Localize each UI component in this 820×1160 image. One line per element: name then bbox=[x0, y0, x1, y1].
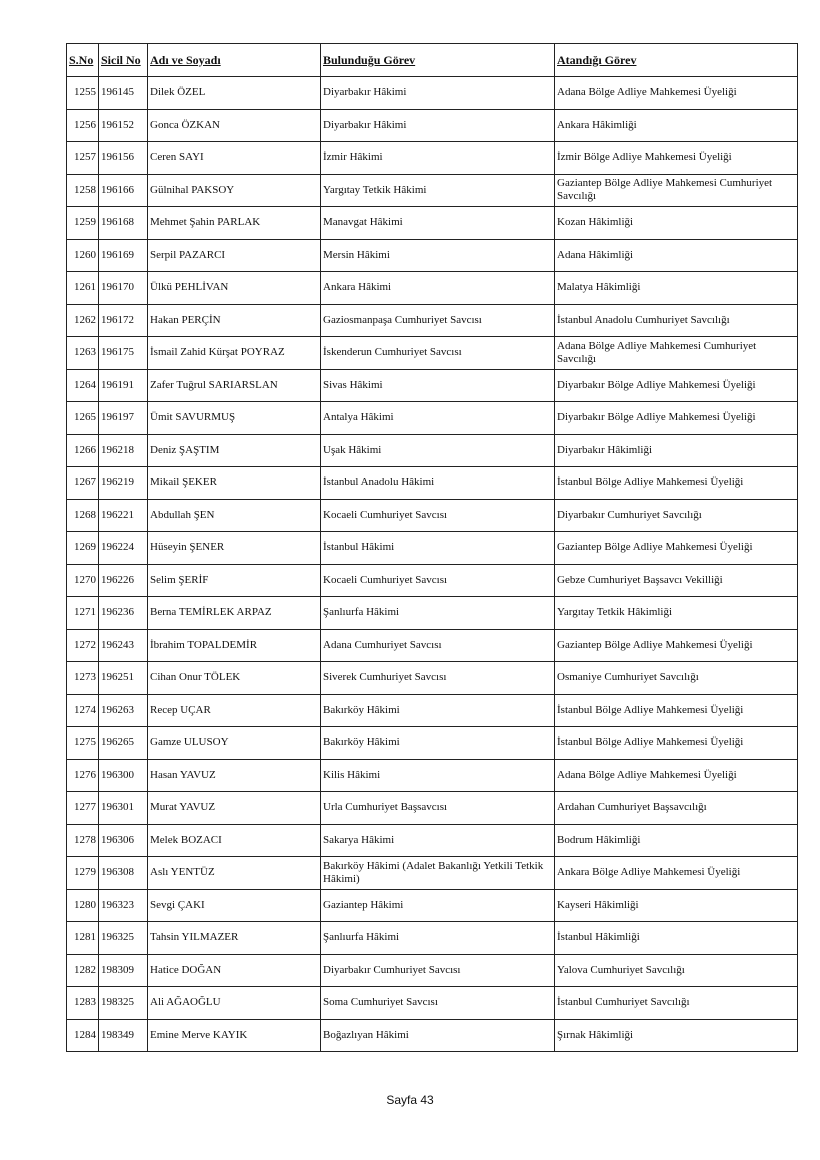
cell-current-post: Siverek Cumhuriyet Savcısı bbox=[321, 662, 555, 695]
cell-name: Hatice DOĞAN bbox=[148, 954, 321, 987]
cell-sno: 1260 bbox=[67, 239, 99, 272]
cell-assigned-post: İstanbul Anadolu Cumhuriyet Savcılığı bbox=[555, 304, 798, 337]
cell-sno: 1269 bbox=[67, 532, 99, 565]
cell-current-post: Bakırköy Hâkimi bbox=[321, 727, 555, 760]
column-header-sno: S.No bbox=[67, 44, 99, 77]
cell-current-post: Soma Cumhuriyet Savcısı bbox=[321, 987, 555, 1020]
cell-current-post: Yargıtay Tetkik Hâkimi bbox=[321, 174, 555, 207]
cell-name: Sevgi ÇAKI bbox=[148, 889, 321, 922]
table-row bbox=[67, 1019, 798, 1052]
cell-name: Gülnihal PAKSOY bbox=[148, 174, 321, 207]
cell-sicil: 196226 bbox=[99, 564, 148, 597]
cell-current-post: Sakarya Hâkimi bbox=[321, 824, 555, 857]
page-number: Sayfa 43 bbox=[386, 1093, 434, 1107]
table-row bbox=[67, 629, 798, 662]
cell-sno: 1274 bbox=[67, 694, 99, 727]
cell-name: Mikail ŞEKER bbox=[148, 467, 321, 500]
cell-current-post: Antalya Hâkimi bbox=[321, 402, 555, 435]
cell-assigned-post: İstanbul Bölge Adliye Mahkemesi Üyeliği bbox=[555, 694, 798, 727]
cell-sicil: 196156 bbox=[99, 142, 148, 175]
cell-sno: 1284 bbox=[67, 1019, 99, 1052]
cell-current-post: Gaziantep Hâkimi bbox=[321, 889, 555, 922]
cell-sicil: 196265 bbox=[99, 727, 148, 760]
cell-assigned-post: Malatya Hâkimliği bbox=[555, 272, 798, 305]
cell-name: Recep UÇAR bbox=[148, 694, 321, 727]
cell-sicil: 196308 bbox=[99, 857, 148, 890]
cell-sno: 1262 bbox=[67, 304, 99, 337]
cell-assigned-post: Ankara Bölge Adliye Mahkemesi Üyeliği bbox=[555, 857, 798, 890]
cell-sno: 1268 bbox=[67, 499, 99, 532]
cell-name: İsmail Zahid Kürşat POYRAZ bbox=[148, 337, 321, 370]
cell-sno: 1266 bbox=[67, 434, 99, 467]
cell-sno: 1278 bbox=[67, 824, 99, 857]
cell-sicil: 198349 bbox=[99, 1019, 148, 1052]
cell-name: Mehmet Şahin PARLAK bbox=[148, 207, 321, 240]
cell-current-post: Adana Cumhuriyet Savcısı bbox=[321, 629, 555, 662]
cell-assigned-post: İstanbul Hâkimliği bbox=[555, 922, 798, 955]
cell-assigned-post: Gaziantep Bölge Adliye Mahkemesi Üyeliği bbox=[555, 629, 798, 662]
cell-sicil: 196197 bbox=[99, 402, 148, 435]
column-header-current-post: Bulunduğu Görev bbox=[321, 44, 555, 77]
cell-sicil: 196152 bbox=[99, 109, 148, 142]
cell-sno: 1261 bbox=[67, 272, 99, 305]
cell-current-post: Gaziosmanpaşa Cumhuriyet Savcısı bbox=[321, 304, 555, 337]
cell-assigned-post: İstanbul Bölge Adliye Mahkemesi Üyeliği bbox=[555, 467, 798, 500]
cell-name: Berna TEMİRLEK ARPAZ bbox=[148, 597, 321, 630]
cell-name: Ali AĞAOĞLU bbox=[148, 987, 321, 1020]
cell-sicil: 196224 bbox=[99, 532, 148, 565]
cell-name: Hüseyin ŞENER bbox=[148, 532, 321, 565]
cell-current-post: Bakırköy Hâkimi bbox=[321, 694, 555, 727]
table-row bbox=[67, 499, 798, 532]
cell-sicil: 196168 bbox=[99, 207, 148, 240]
table-header-row bbox=[67, 44, 798, 77]
cell-current-post: Diyarbakır Hâkimi bbox=[321, 77, 555, 110]
cell-current-post: Sivas Hâkimi bbox=[321, 369, 555, 402]
cell-sicil: 196219 bbox=[99, 467, 148, 500]
cell-current-post: Kocaeli Cumhuriyet Savcısı bbox=[321, 499, 555, 532]
cell-sno: 1255 bbox=[67, 77, 99, 110]
cell-assigned-post: Kozan Hâkimliği bbox=[555, 207, 798, 240]
cell-assigned-post: İstanbul Bölge Adliye Mahkemesi Üyeliği bbox=[555, 727, 798, 760]
table-row bbox=[67, 564, 798, 597]
cell-sno: 1270 bbox=[67, 564, 99, 597]
cell-sno: 1271 bbox=[67, 597, 99, 630]
cell-sno: 1273 bbox=[67, 662, 99, 695]
cell-current-post: Kilis Hâkimi bbox=[321, 759, 555, 792]
cell-name: Melek BOZACI bbox=[148, 824, 321, 857]
cell-sno: 1276 bbox=[67, 759, 99, 792]
cell-assigned-post: Adana Bölge Adliye Mahkemesi Cumhuriyet Savcılığı bbox=[555, 337, 798, 370]
cell-name: Murat YAVUZ bbox=[148, 792, 321, 825]
cell-current-post: Diyarbakır Cumhuriyet Savcısı bbox=[321, 954, 555, 987]
cell-assigned-post: Kayseri Hâkimliği bbox=[555, 889, 798, 922]
cell-sicil: 196218 bbox=[99, 434, 148, 467]
cell-sicil: 196325 bbox=[99, 922, 148, 955]
cell-assigned-post: İzmir Bölge Adliye Mahkemesi Üyeliği bbox=[555, 142, 798, 175]
column-header-assigned-post: Atandığı Görev bbox=[555, 44, 798, 77]
cell-sno: 1279 bbox=[67, 857, 99, 890]
table-row bbox=[67, 369, 798, 402]
table-row bbox=[67, 467, 798, 500]
cell-assigned-post: Adana Bölge Adliye Mahkemesi Üyeliği bbox=[555, 77, 798, 110]
cell-assigned-post: Adana Hâkimliği bbox=[555, 239, 798, 272]
cell-assigned-post: Diyarbakır Cumhuriyet Savcılığı bbox=[555, 499, 798, 532]
cell-current-post: İzmir Hâkimi bbox=[321, 142, 555, 175]
table-row bbox=[67, 402, 798, 435]
table-row bbox=[67, 532, 798, 565]
cell-name: Cihan Onur TÖLEK bbox=[148, 662, 321, 695]
table-row bbox=[67, 174, 798, 207]
cell-name: Serpil PAZARCI bbox=[148, 239, 321, 272]
cell-name: Abdullah ŞEN bbox=[148, 499, 321, 532]
cell-name: Deniz ŞAŞTIM bbox=[148, 434, 321, 467]
cell-sno: 1277 bbox=[67, 792, 99, 825]
cell-name: Selim ŞERİF bbox=[148, 564, 321, 597]
cell-current-post: İstanbul Anadolu Hâkimi bbox=[321, 467, 555, 500]
cell-name: Hakan PERÇİN bbox=[148, 304, 321, 337]
cell-sicil: 196172 bbox=[99, 304, 148, 337]
table-row bbox=[67, 694, 798, 727]
table-row bbox=[67, 239, 798, 272]
table-row bbox=[67, 662, 798, 695]
table-row bbox=[67, 337, 798, 370]
column-header-name: Adı ve Soyadı bbox=[148, 44, 321, 77]
cell-assigned-post: Diyarbakır Bölge Adliye Mahkemesi Üyeliği bbox=[555, 369, 798, 402]
cell-sicil: 196166 bbox=[99, 174, 148, 207]
cell-sicil: 196191 bbox=[99, 369, 148, 402]
table-row bbox=[67, 77, 798, 110]
cell-name: Hasan YAVUZ bbox=[148, 759, 321, 792]
cell-assigned-post: Yargıtay Tetkik Hâkimliği bbox=[555, 597, 798, 630]
cell-name: Ceren SAYI bbox=[148, 142, 321, 175]
cell-assigned-post: Osmaniye Cumhuriyet Savcılığı bbox=[555, 662, 798, 695]
table-body bbox=[67, 77, 798, 1052]
cell-sicil: 198325 bbox=[99, 987, 148, 1020]
cell-sicil: 196236 bbox=[99, 597, 148, 630]
cell-name: Ümit SAVURMUŞ bbox=[148, 402, 321, 435]
cell-current-post: İstanbul Hâkimi bbox=[321, 532, 555, 565]
cell-name: Gamze ULUSOY bbox=[148, 727, 321, 760]
cell-sno: 1259 bbox=[67, 207, 99, 240]
table-row bbox=[67, 792, 798, 825]
cell-sno: 1263 bbox=[67, 337, 99, 370]
cell-sno: 1280 bbox=[67, 889, 99, 922]
cell-sno: 1275 bbox=[67, 727, 99, 760]
cell-sno: 1283 bbox=[67, 987, 99, 1020]
cell-current-post: Ankara Hâkimi bbox=[321, 272, 555, 305]
cell-sno: 1264 bbox=[67, 369, 99, 402]
cell-current-post: Bakırköy Hâkimi (Adalet Bakanlığı Yetkili Tetkik Hâkimi) bbox=[321, 857, 555, 890]
cell-sicil: 196323 bbox=[99, 889, 148, 922]
cell-current-post: Urla Cumhuriyet Başsavcısı bbox=[321, 792, 555, 825]
cell-name: Aslı YENTÜZ bbox=[148, 857, 321, 890]
cell-sicil: 196251 bbox=[99, 662, 148, 695]
cell-name: Emine Merve KAYIK bbox=[148, 1019, 321, 1052]
cell-current-post: İskenderun Cumhuriyet Savcısı bbox=[321, 337, 555, 370]
table-row bbox=[67, 109, 798, 142]
cell-current-post: Manavgat Hâkimi bbox=[321, 207, 555, 240]
cell-assigned-post: Gaziantep Bölge Adliye Mahkemesi Cumhuriyet Savcılığı bbox=[555, 174, 798, 207]
cell-sicil: 196221 bbox=[99, 499, 148, 532]
appointments-table bbox=[66, 43, 798, 1052]
cell-assigned-post: Gebze Cumhuriyet Başsavcı Vekilliği bbox=[555, 564, 798, 597]
cell-current-post: Kocaeli Cumhuriyet Savcısı bbox=[321, 564, 555, 597]
cell-sicil: 196170 bbox=[99, 272, 148, 305]
cell-sno: 1257 bbox=[67, 142, 99, 175]
cell-sicil: 196175 bbox=[99, 337, 148, 370]
table-row bbox=[67, 954, 798, 987]
cell-assigned-post: Diyarbakır Hâkimliği bbox=[555, 434, 798, 467]
table-row bbox=[67, 987, 798, 1020]
cell-assigned-post: İstanbul Cumhuriyet Savcılığı bbox=[555, 987, 798, 1020]
cell-current-post: Diyarbakır Hâkimi bbox=[321, 109, 555, 142]
cell-sicil: 196300 bbox=[99, 759, 148, 792]
column-header-sicil: Sicil No bbox=[99, 44, 148, 77]
cell-current-post: Şanlıurfa Hâkimi bbox=[321, 597, 555, 630]
table-row bbox=[67, 434, 798, 467]
table-row bbox=[67, 727, 798, 760]
cell-current-post: Boğazlıyan Hâkimi bbox=[321, 1019, 555, 1052]
cell-name: Tahsin YILMAZER bbox=[148, 922, 321, 955]
cell-assigned-post: Diyarbakır Bölge Adliye Mahkemesi Üyeliği bbox=[555, 402, 798, 435]
cell-name: Dilek ÖZEL bbox=[148, 77, 321, 110]
cell-name: Zafer Tuğrul SARIARSLAN bbox=[148, 369, 321, 402]
cell-sicil: 196306 bbox=[99, 824, 148, 857]
table-row bbox=[67, 889, 798, 922]
cell-sicil: 196301 bbox=[99, 792, 148, 825]
cell-assigned-post: Bodrum Hâkimliği bbox=[555, 824, 798, 857]
cell-sno: 1281 bbox=[67, 922, 99, 955]
cell-name: İbrahim TOPALDEMİR bbox=[148, 629, 321, 662]
cell-sno: 1256 bbox=[67, 109, 99, 142]
table-row bbox=[67, 304, 798, 337]
cell-sno: 1258 bbox=[67, 174, 99, 207]
cell-assigned-post: Gaziantep Bölge Adliye Mahkemesi Üyeliği bbox=[555, 532, 798, 565]
cell-sicil: 196169 bbox=[99, 239, 148, 272]
table-row bbox=[67, 922, 798, 955]
cell-sicil: 196145 bbox=[99, 77, 148, 110]
cell-assigned-post: Yalova Cumhuriyet Savcılığı bbox=[555, 954, 798, 987]
cell-sicil: 198309 bbox=[99, 954, 148, 987]
cell-sicil: 196243 bbox=[99, 629, 148, 662]
table-row bbox=[67, 857, 798, 890]
table-row bbox=[67, 207, 798, 240]
cell-name: Ülkü PEHLİVAN bbox=[148, 272, 321, 305]
cell-current-post: Uşak Hâkimi bbox=[321, 434, 555, 467]
table-row bbox=[67, 824, 798, 857]
cell-assigned-post: Ankara Hâkimliği bbox=[555, 109, 798, 142]
cell-assigned-post: Adana Bölge Adliye Mahkemesi Üyeliği bbox=[555, 759, 798, 792]
cell-assigned-post: Şırnak Hâkimliği bbox=[555, 1019, 798, 1052]
cell-sno: 1265 bbox=[67, 402, 99, 435]
table-row bbox=[67, 597, 798, 630]
cell-sno: 1267 bbox=[67, 467, 99, 500]
cell-name: Gonca ÖZKAN bbox=[148, 109, 321, 142]
table-row bbox=[67, 272, 798, 305]
table-row bbox=[67, 142, 798, 175]
cell-assigned-post: Ardahan Cumhuriyet Başsavcılığı bbox=[555, 792, 798, 825]
table-row bbox=[67, 759, 798, 792]
cell-current-post: Şanlıurfa Hâkimi bbox=[321, 922, 555, 955]
cell-sno: 1272 bbox=[67, 629, 99, 662]
cell-sicil: 196263 bbox=[99, 694, 148, 727]
cell-sno: 1282 bbox=[67, 954, 99, 987]
cell-current-post: Mersin Hâkimi bbox=[321, 239, 555, 272]
